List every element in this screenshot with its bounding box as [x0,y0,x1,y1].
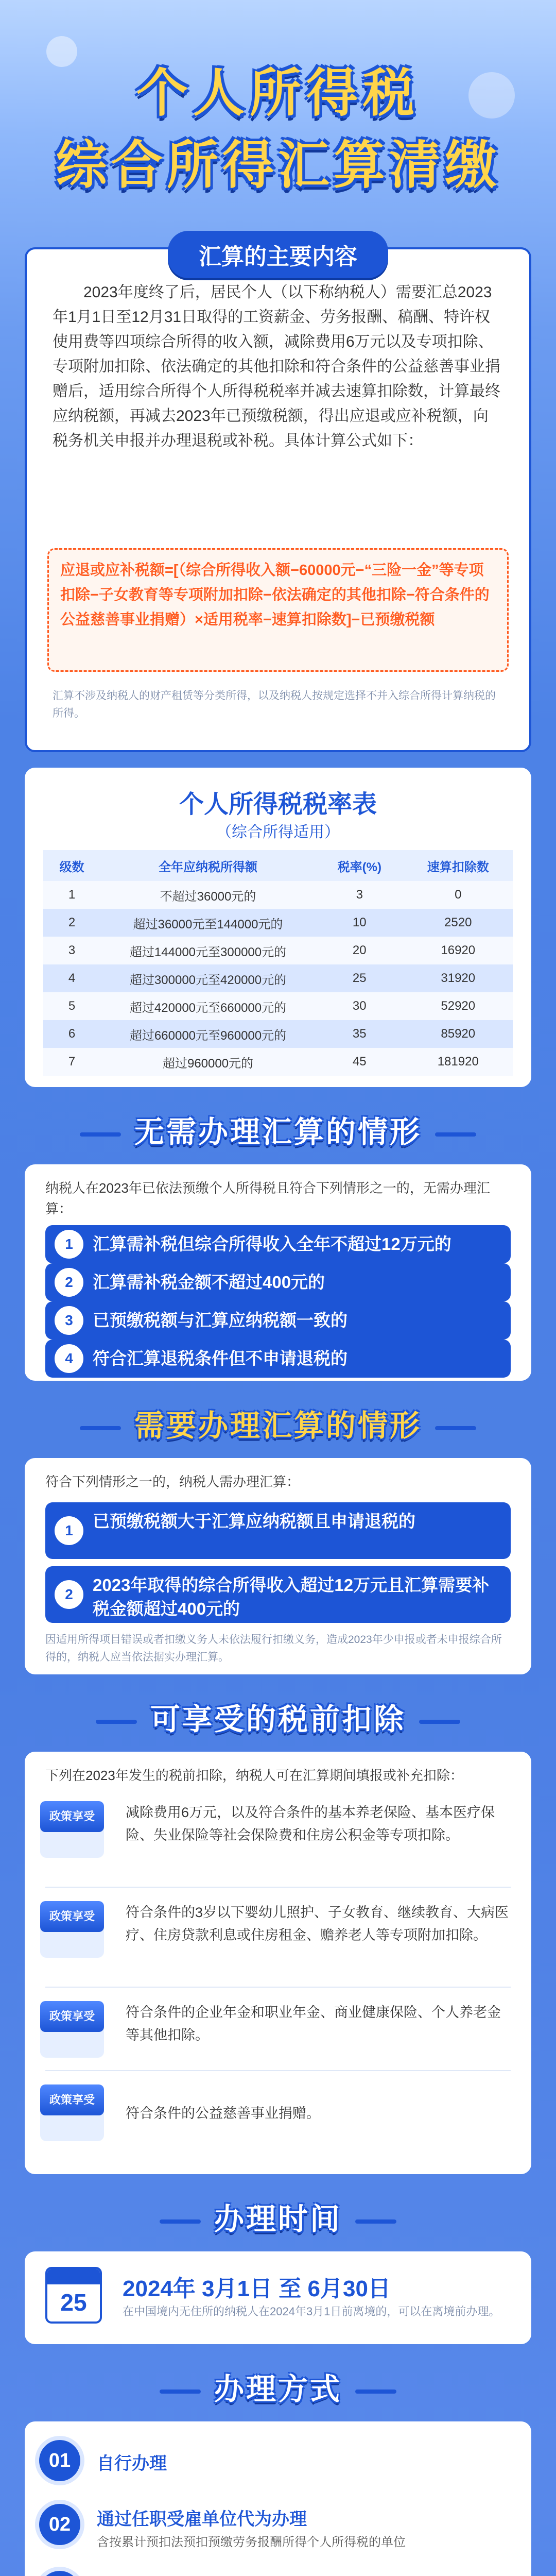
time-card [25,2251,531,2344]
no-need-item-3 [45,1301,511,1340]
divider [45,1987,511,1988]
need-intro: 符合下列情形之一的，纳税人需办理汇算： [45,1474,300,1489]
deductions-title-text: 可享受的税前扣除 [150,1703,406,1736]
need-title-text: 需要办理汇算的情形 [134,1409,422,1443]
need-card [25,1458,531,1674]
table-row [43,964,513,992]
need-note: 因适用所得项目错误或者扣缴义务人未依法履行扣缴义务，造成2023年少申报或者未申报综合所得的，纳税人应当依法据实办理汇算。 [45,1634,502,1663]
method-desc-2: 含按累计预扣法预扣预缴劳务报酬所得个人所得税的单位 [97,2535,406,2549]
method-number-3 [39,2571,80,2576]
header-title-line1: 个人所得税 [136,64,420,122]
rate-table-header-row [43,850,513,881]
no-need-item-text: 已预缴税额与汇算应纳税额一致的 [93,1311,348,1330]
deductions-intro: 下列在2023年发生的税前扣除，纳税人可在汇算期间填报或补充扣除： [45,1768,463,1783]
title-deco-right [419,1720,460,1724]
time-title-text: 办理时间 [214,2202,342,2236]
no-need-item-text: 符合汇算退税条件但不申请退税的 [93,1349,348,1368]
need-item-1 [45,1502,511,1559]
col-header-level: 级数 [43,850,100,881]
table-cell: 6 [43,1020,100,1048]
policy-tag-wrap [40,2084,104,2141]
header-title-line2: 综合所得汇算清缴 [56,137,500,194]
need-item-2 [45,1566,511,1623]
table-cell: 35 [316,1020,403,1048]
table-cell: 不超过36000元的 [100,881,316,909]
table-cell: 超过300000元至420000元的 [100,964,316,992]
table-cell: 超过144000元至300000元的 [100,937,316,964]
main-content-note: 汇算不涉及纳税人的财产租赁等分类所得，以及纳税人按规定选择不并入综合所得计算纳税的所得。 [53,690,496,719]
deduction-item-3: 符合条件的企业年金和职业年金、商业健康保险、个人养老金等其他扣除。 [126,2005,501,2043]
table-row [43,992,513,1020]
methods-card [25,2421,531,2576]
col-header-income: 全年应纳税所得额 [100,850,316,881]
time-period: 2024年 3月1日 至 6月30日 [123,2276,391,2301]
col-header-rate: 税率(%) [316,850,403,881]
table-cell: 45 [316,1048,403,1076]
table-cell: 4 [43,964,100,992]
table-cell: 超过36000元至144000元的 [100,909,316,937]
no-need-item-4 [45,1340,511,1378]
title-deco-right [435,1426,476,1430]
policy-tag: 政策享受 [40,1801,104,1832]
table-cell: 2 [43,909,100,937]
table-cell: 16920 [404,937,513,964]
deduction-item-2: 符合条件的3岁以下婴幼儿照护、子女教育、继续教育、大病医疗、住房贷款利息或住房租金、赡养老人等专项附加扣除。 [126,1905,509,1943]
divider [45,1887,511,1888]
deduction-item-1: 减除费用6万元，以及符合条件的基本养老保险、基本医疗保险、失业保险等社会保险费和住房公积金等专项扣除。 [126,1805,495,1843]
policy-tag: 政策享受 [40,1901,104,1932]
divider [45,2070,511,2071]
table-cell: 10 [316,909,403,937]
item-number-badge: 2 [55,1580,83,1609]
main-content-card [25,244,531,752]
table-cell: 52920 [404,992,513,1020]
title-deco-left [160,2389,201,2394]
policy-tag: 政策享受 [40,2084,104,2115]
title-deco-left [96,1720,137,1724]
need-item-text: 已预缴税额大于汇算应纳税额且申请退税的 [93,1512,415,1531]
item-number-badge: 2 [55,1268,83,1297]
method-number-1: 01 [39,2440,80,2481]
rate-table-card [25,768,531,1087]
item-number-badge: 1 [55,1516,83,1545]
method-title-3 [97,2572,443,2576]
table-cell: 3 [316,881,403,909]
header [0,0,556,227]
table-row [43,937,513,964]
policy-tag-wrap [40,1901,104,1958]
table-cell: 0 [404,881,513,909]
deductions-section-title [82,1695,474,1738]
table-cell: 20 [316,937,403,964]
title-deco-left [160,2219,201,2224]
no-need-section-title [66,1108,490,1151]
methods-title-text: 办理方式 [214,2372,342,2406]
item-number-badge: 1 [55,1230,83,1259]
table-cell: 31920 [404,964,513,992]
item-number-badge: 4 [55,1344,83,1373]
no-need-item-text: 汇算需补税但综合所得收入全年不超过12万元的 [93,1234,451,1253]
no-need-item-2 [45,1263,511,1301]
table-cell: 3 [43,937,100,964]
calendar-icon-header [47,2269,100,2284]
formula-text: 应退或应补税额=[（综合所得收入额−60000元−“三险一金”等专项扣除−子女教育等专项附加扣除−依法确定的其他扣除−符合条件的公益慈善事业捐赠）×适用税率−速算扣除数]−已预缴税额 [60,562,490,628]
deduction-item-4: 符合条件的公益慈善事业捐赠。 [126,2106,320,2121]
table-cell: 25 [316,964,403,992]
table-cell: 1 [43,881,100,909]
no-need-intro: 纳税人在2023年已依法预缴个人所得税且符合下列情形之一的，无需办理汇算： [45,1180,490,1216]
table-cell: 181920 [404,1048,513,1076]
policy-tag-wrap [40,1801,104,1858]
method-number-2: 02 [39,2504,80,2545]
method-title-1: 自行办理 [97,2454,167,2473]
no-need-card [25,1164,531,1381]
policy-tag-wrap [40,2001,104,2058]
table-cell: 30 [316,992,403,1020]
time-note: 在中国境内无住所的纳税人在2024年3月1日前离境的，可以在离境前办理。 [123,2305,500,2318]
item-number-badge: 3 [55,1306,83,1335]
title-deco-right [355,2219,396,2224]
table-row [43,1048,513,1076]
rate-table [43,850,513,1076]
table-cell: 超过420000元至660000元的 [100,992,316,1020]
table-row [43,881,513,909]
main-content-paragraph: 2023年度终了后，居民个人（以下称纳税人）需要汇总2023年1月1日至12月31日取得的工资薪金、劳务报酬、稿酬、特许权使用费等四项综合所得的收入额，减除费用6万元以及专项扣除、专项附加扣除、依法确定的其他扣除和符合条件的公益慈善事业捐赠后，适用综合所得个人所得税税率并减去速算扣除数，计算最终应纳税额，再减去2023年已预缴税额，得出应退或应补税额，向税务机关申报并办理退税或补税。具体计算公式如下： [53,284,500,449]
need-section-title [66,1401,490,1445]
no-need-title-text: 无需办理汇算的情形 [134,1115,422,1149]
table-row [43,1020,513,1048]
table-row [43,909,513,937]
rate-table-title: 个人所得税税率表 [179,791,377,818]
table-cell: 5 [43,992,100,1020]
table-cell: 超过660000元至960000元的 [100,1020,316,1048]
policy-tag: 政策享受 [40,2001,104,2032]
table-cell: 85920 [404,1020,513,1048]
title-deco-right [355,2389,396,2394]
title-deco-left [80,1426,121,1430]
deductions-card [25,1752,531,2174]
method-title-2: 通过任职受雇单位代为办理 [97,2510,307,2529]
no-need-item-text: 汇算需补税金额不超过400元的 [93,1273,325,1292]
formula-box [47,548,509,672]
calendar-day: 25 [60,2289,87,2316]
calendar-icon [45,2267,102,2324]
time-section-title [146,2195,410,2238]
title-deco-left [80,1132,121,1137]
col-header-deduction: 速算扣除数 [404,850,513,881]
methods-section-title [146,2365,410,2408]
need-item-text: 2023年取得的综合所得收入超过12万元且汇算需要补税金额超过400元的 [93,1575,490,1618]
main-content-title: 汇算的主要内容 [168,231,388,278]
rate-table-subtitle: （综合所得适用） [216,824,340,841]
table-cell: 超过960000元的 [100,1048,316,1076]
title-deco-right [435,1132,476,1137]
table-cell: 2520 [404,909,513,937]
no-need-item-1 [45,1225,511,1263]
table-cell: 7 [43,1048,100,1076]
